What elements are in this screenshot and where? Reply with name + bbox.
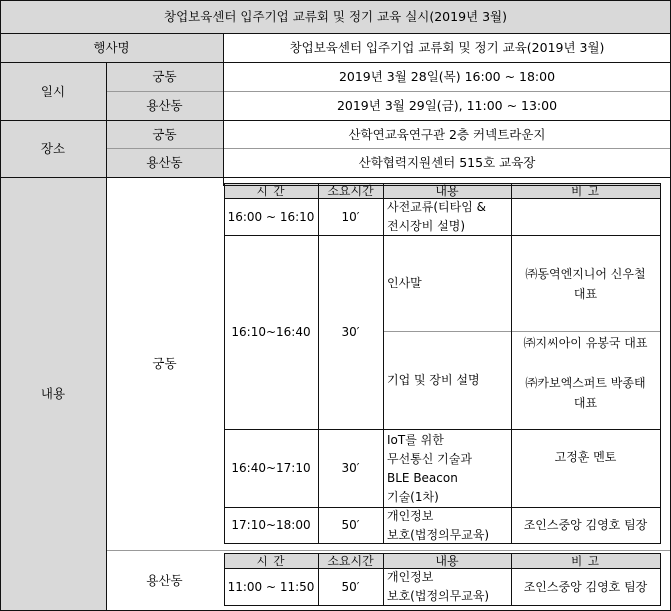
schedule-campus-yongsan: 용산동 — [146, 98, 183, 113]
schedule-value-yongsan: 2019년 3월 29일(금), 11:00 ~ 13:00 — [336, 98, 558, 113]
row-time: 16:10~16:40 — [231, 325, 311, 339]
venue-label: 장소 — [40, 141, 66, 156]
venue-campus-yongsan: 용산동 — [146, 155, 183, 170]
row-note: 고정훈 멘토 — [554, 449, 617, 464]
header-duration: 소요시간 — [327, 553, 374, 568]
rule — [660, 183, 661, 544]
row-content: 개인정보 보호(법정의무교육) — [387, 508, 490, 542]
row-content: IoT를 위한 무선통신 기술과 BLE Beacon 기술(1차) — [387, 432, 472, 504]
row-duration: 30′ — [341, 461, 360, 475]
venue-value-gungdong: 산학연교육연구관 2층 커넥트라운지 — [348, 126, 546, 142]
row-time: 16:00 ~ 16:10 — [227, 209, 315, 224]
row-content: 인사말 — [387, 276, 422, 290]
header-content: 내용 — [435, 183, 459, 198]
row-content: 기업 및 장비 설명 — [387, 373, 480, 387]
row-note: 조인스중앙 김영호 팀장 — [523, 579, 648, 594]
rule — [660, 553, 661, 606]
row-content: 개인정보 보호(법정의무교육) — [387, 570, 490, 603]
content-label: 내용 — [40, 386, 66, 401]
row-duration: 30′ — [341, 325, 360, 339]
row-note: ㈜동역엔지니어 신우철 대표 — [525, 266, 646, 301]
row-note: ㈜카보엑스퍼트 박종태 대표 — [525, 376, 646, 410]
row-time: 11:00 ~ 11:50 — [227, 579, 315, 594]
row-time: 16:40~17:10 — [231, 461, 311, 475]
page-title: 창업보육센터 입주기업 교류회 및 정기 교육 실시(2019년 3월) — [164, 9, 507, 24]
venue-campus-gungdong: 궁동 — [152, 126, 177, 142]
header-note: 비 고 — [571, 553, 600, 568]
row-duration: 50′ — [341, 518, 360, 532]
row-time: 17:10~18:00 — [231, 518, 311, 532]
event-value: 창업보육센터 입주기업 교류회 및 정기 교육(2019년 3월) — [289, 40, 605, 55]
header-note: 비 고 — [571, 183, 600, 198]
row-note: ㈜지씨아이 유봉국 대표 — [523, 335, 648, 350]
header-content: 내용 — [435, 553, 459, 568]
row-note — [511, 199, 660, 235]
venue-value-yongsan: 산학협력지원센터 515호 교육장 — [358, 155, 536, 170]
rule — [383, 183, 384, 544]
row-note: 조인스중앙 김영호 팀장 — [523, 518, 648, 532]
header-duration: 소요시간 — [327, 183, 374, 198]
schedule-campus-gungdong: 궁동 — [152, 69, 177, 84]
row-duration: 10′ — [341, 209, 360, 224]
row-duration: 50′ — [341, 579, 360, 594]
header-time: 시 간 — [256, 553, 286, 568]
schedule-value-gungdong: 2019년 3월 28일(목) 16:00 ~ 18:00 — [338, 69, 556, 84]
content-campus-gungdong: 궁동 — [152, 356, 177, 371]
header-time: 시 간 — [256, 183, 286, 198]
content-campus-yongsan: 용산동 — [146, 572, 183, 588]
schedule-label: 일시 — [40, 83, 66, 99]
row-content: 사전교류(티타임 & 전시장비 설명) — [387, 200, 486, 233]
event-label: 행사명 — [93, 40, 130, 55]
